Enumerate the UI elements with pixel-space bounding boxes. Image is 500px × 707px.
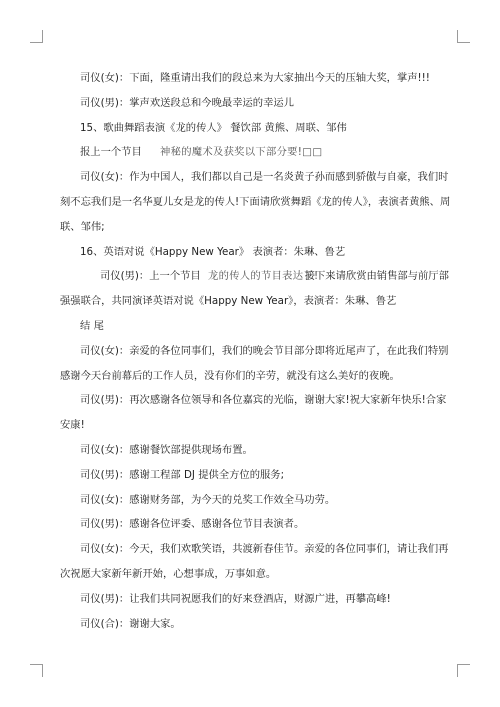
overlapping-text-base: 司仪(男)：上一个节目 (100, 270, 201, 283)
paragraph-final-thanks: 司仪(合)：谢谢大家。 (80, 617, 181, 630)
overlapping-text-base: 报上一个节目 (80, 146, 142, 159)
paragraph-english-rest: 接下来请欣赏由销售部与前厅部强强联合，共同演译英语对说《Happy New Year》，表演者：朱琳、鲁艺 (60, 270, 449, 308)
paragraph-thanks-catering: 司仪(女)：感谢餐饮部提供现场布置。 (80, 443, 253, 456)
paragraph-thanks-judges: 司仪(男)：感谢各位评委、感谢各位节目表演者。 (80, 518, 305, 531)
paragraph-dragon-intro: 司仪(女)：作为中国人，我们都以自己是一名炎黄子孙而感到骄傲与自豪，我们时刻不忘我们是一名华夏儿女是龙的传人!下面请欣赏舞蹈《龙的传人》，表演者黄熊、周联、邹伟; (60, 171, 451, 233)
paragraph-farewell: 司仪(男)：掌声欢送段总和今晚最幸运的幸运儿 (80, 96, 294, 109)
paragraph-thanks-finance: 司仪(女)：感谢财务部，为今天的兑奖工作效全马功劳。 (80, 493, 336, 506)
crop-mark-bottom-left (30, 664, 43, 677)
paragraph-hotel-wishes: 司仪(男)：让我们共同祝愿我们的好来登酒店，财源广进，再攀高峰! (80, 592, 391, 605)
paragraph-thanks-staff: 司仪(女)：亲爱的各位同事们，我们的晚会节目部分即将近尾声了，在此我们特别感谢今天台前幕后的工作人员，没有你们的辛劳，就没有这么美好的夜晚。 (60, 344, 449, 382)
paragraph-english-intro (60, 264, 456, 314)
overlapping-text-overlay: 龙的传人的节目表达了! (208, 270, 319, 283)
crop-mark-bottom-right (457, 664, 470, 677)
program-item-15: 15、歌曲舞蹈表演《龙的传人》 餐饮部 黄熊、周联、邹伟 (80, 121, 347, 134)
paragraph-previous-program (60, 140, 456, 165)
crop-mark-top-right (457, 30, 470, 43)
paragraph-new-year-wishes: 司仪(女)：今天，我们欢歌笑语，共渡新春佳节。亲爱的各位同事们，请让我们再次祝愿大家新年新开始，心想事成，万事如意。 (60, 543, 449, 580)
program-item-16: 16、英语对说《Happy New Year》 表演者：朱琳、鲁艺 (80, 245, 346, 258)
document-body (60, 66, 456, 636)
crop-mark-top-left (30, 30, 43, 43)
paragraph-closing-prize: 司仪(女)：下面，隆重请出我们的段总来为大家抽出今天的压轴大奖，掌声!!! (80, 72, 430, 84)
section-heading-ending: 结 尾 (80, 319, 104, 332)
paragraph-thanks-engineering: 司仪(男)：感谢工程部 DJ 提供全方位的服务; (80, 468, 285, 481)
overlapping-text-overlay: 神秘的魔术及获奖以下部分要!□□ (160, 146, 323, 159)
paragraph-thanks-guests: 司仪(男)：再次感谢各位领导和各位嘉宾的光临，谢谢大家!祝大家新年快乐!合家安康! (60, 394, 447, 432)
